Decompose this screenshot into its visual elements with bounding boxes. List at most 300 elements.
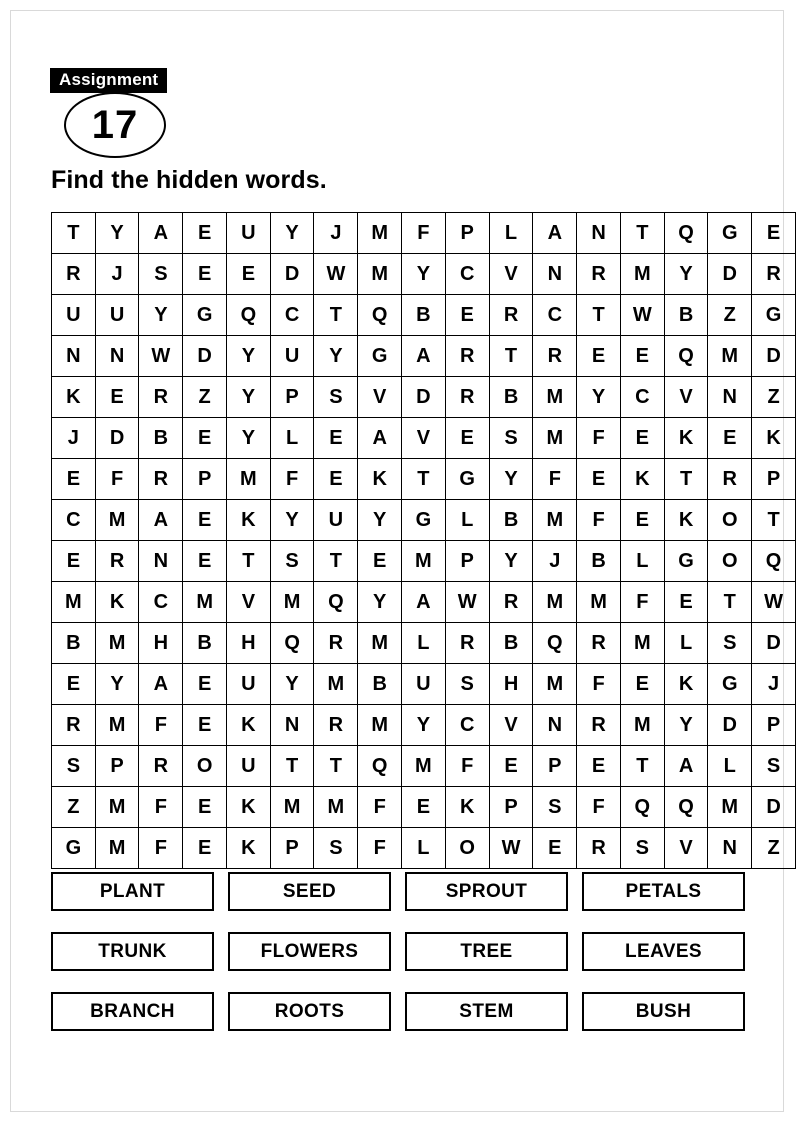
grid-cell[interactable]: E: [183, 705, 227, 746]
grid-cell[interactable]: J: [95, 254, 139, 295]
grid-cell[interactable]: V: [664, 377, 708, 418]
grid-row: [52, 828, 796, 869]
grid-cell[interactable]: S: [489, 418, 533, 459]
grid-cell[interactable]: Q: [664, 787, 708, 828]
grid-cell[interactable]: S: [139, 254, 183, 295]
grid-cell[interactable]: G: [445, 459, 489, 500]
grid-cell[interactable]: C: [139, 582, 183, 623]
grid-cell[interactable]: S: [314, 377, 358, 418]
grid-cell[interactable]: L: [664, 623, 708, 664]
grid-cell[interactable]: P: [445, 213, 489, 254]
grid-cell[interactable]: M: [620, 254, 664, 295]
grid-cell[interactable]: R: [577, 705, 621, 746]
grid-cell[interactable]: V: [227, 582, 271, 623]
instruction-text: Find the hidden words.: [51, 166, 327, 194]
grid-cell[interactable]: E: [183, 418, 227, 459]
grid-row: [52, 500, 796, 541]
grid-cell[interactable]: K: [227, 787, 271, 828]
grid-cell[interactable]: L: [708, 746, 752, 787]
grid-cell[interactable]: E: [52, 541, 96, 582]
grid-cell[interactable]: Q: [664, 213, 708, 254]
grid-cell[interactable]: P: [270, 828, 314, 869]
grid-cell[interactable]: M: [533, 418, 577, 459]
grid-cell[interactable]: E: [664, 582, 708, 623]
grid-cell[interactable]: M: [95, 500, 139, 541]
grid-cell[interactable]: L: [402, 828, 446, 869]
grid-cell[interactable]: S: [445, 664, 489, 705]
grid-cell[interactable]: E: [95, 377, 139, 418]
grid-cell[interactable]: E: [183, 828, 227, 869]
grid-cell[interactable]: B: [52, 623, 96, 664]
grid-cell[interactable]: R: [52, 254, 96, 295]
grid-cell[interactable]: Y: [489, 459, 533, 500]
grid-cell[interactable]: E: [358, 541, 402, 582]
grid-cell[interactable]: K: [664, 418, 708, 459]
grid-cell[interactable]: M: [708, 787, 752, 828]
grid-cell[interactable]: F: [577, 418, 621, 459]
grid-cell[interactable]: C: [620, 377, 664, 418]
grid-cell[interactable]: D: [708, 254, 752, 295]
grid-cell[interactable]: T: [620, 746, 664, 787]
grid-cell[interactable]: Y: [489, 541, 533, 582]
grid-cell[interactable]: Y: [270, 664, 314, 705]
grid-cell[interactable]: K: [227, 500, 271, 541]
grid-cell[interactable]: G: [708, 664, 752, 705]
grid-cell[interactable]: W: [620, 295, 664, 336]
grid-cell[interactable]: F: [95, 459, 139, 500]
grid-cell[interactable]: U: [95, 295, 139, 336]
grid-cell[interactable]: G: [52, 828, 96, 869]
grid-cell[interactable]: B: [183, 623, 227, 664]
grid-cell[interactable]: T: [52, 213, 96, 254]
grid-cell[interactable]: M: [358, 623, 402, 664]
grid-cell[interactable]: S: [270, 541, 314, 582]
grid-cell[interactable]: M: [358, 213, 402, 254]
grid-cell[interactable]: Q: [358, 746, 402, 787]
grid-cell[interactable]: M: [95, 828, 139, 869]
grid-cell[interactable]: E: [577, 336, 621, 377]
grid-cell[interactable]: U: [270, 336, 314, 377]
grid-cell[interactable]: E: [183, 254, 227, 295]
grid-cell[interactable]: J: [533, 541, 577, 582]
grid-cell[interactable]: S: [52, 746, 96, 787]
grid-cell[interactable]: H: [139, 623, 183, 664]
grid-cell[interactable]: M: [533, 377, 577, 418]
grid-cell[interactable]: E: [402, 787, 446, 828]
grid-cell[interactable]: U: [314, 500, 358, 541]
grid-cell[interactable]: Y: [95, 213, 139, 254]
grid-cell[interactable]: N: [52, 336, 96, 377]
grid-cell[interactable]: Q: [664, 336, 708, 377]
grid-cell[interactable]: R: [314, 623, 358, 664]
grid-cell[interactable]: W: [445, 582, 489, 623]
grid-cell[interactable]: M: [95, 787, 139, 828]
grid-cell[interactable]: J: [314, 213, 358, 254]
grid-cell[interactable]: R: [139, 746, 183, 787]
grid-cell[interactable]: Q: [227, 295, 271, 336]
grid-cell[interactable]: A: [139, 664, 183, 705]
grid-cell[interactable]: M: [533, 582, 577, 623]
grid-cell[interactable]: P: [445, 541, 489, 582]
grid-cell[interactable]: D: [402, 377, 446, 418]
grid-cell[interactable]: R: [489, 295, 533, 336]
word-bank-item[interactable]: PETALS: [582, 872, 745, 911]
grid-cell[interactable]: N: [270, 705, 314, 746]
grid-cell[interactable]: E: [752, 213, 796, 254]
word-bank-item[interactable]: SEED: [228, 872, 391, 911]
grid-cell[interactable]: Z: [183, 377, 227, 418]
grid-cell[interactable]: Y: [358, 500, 402, 541]
grid-cell[interactable]: N: [533, 254, 577, 295]
grid-cell[interactable]: G: [183, 295, 227, 336]
grid-cell[interactable]: E: [577, 746, 621, 787]
grid-cell[interactable]: N: [577, 213, 621, 254]
grid-cell[interactable]: V: [664, 828, 708, 869]
word-bank-row: [51, 992, 745, 1031]
grid-cell[interactable]: V: [489, 254, 533, 295]
grid-cell[interactable]: K: [620, 459, 664, 500]
word-bank-item[interactable]: FLOWERS: [228, 932, 391, 971]
grid-cell[interactable]: O: [708, 500, 752, 541]
grid-cell[interactable]: E: [620, 336, 664, 377]
grid-cell[interactable]: Y: [270, 500, 314, 541]
grid-cell[interactable]: Y: [664, 254, 708, 295]
grid-cell[interactable]: F: [577, 500, 621, 541]
grid-cell[interactable]: E: [445, 295, 489, 336]
grid-cell[interactable]: Z: [52, 787, 96, 828]
grid-cell[interactable]: F: [139, 787, 183, 828]
grid-cell[interactable]: R: [752, 254, 796, 295]
grid-cell[interactable]: N: [708, 828, 752, 869]
grid-cell[interactable]: Y: [95, 664, 139, 705]
grid-cell[interactable]: B: [489, 500, 533, 541]
grid-cell[interactable]: L: [445, 500, 489, 541]
grid-cell[interactable]: M: [620, 705, 664, 746]
word-bank-item[interactable]: PLANT: [51, 872, 214, 911]
grid-cell[interactable]: S: [708, 623, 752, 664]
grid-cell[interactable]: M: [533, 500, 577, 541]
grid-cell[interactable]: F: [445, 746, 489, 787]
word-bank-item[interactable]: BUSH: [582, 992, 745, 1031]
grid-cell[interactable]: L: [489, 213, 533, 254]
grid-cell[interactable]: N: [533, 705, 577, 746]
grid-cell[interactable]: D: [752, 623, 796, 664]
grid-cell[interactable]: F: [270, 459, 314, 500]
grid-cell[interactable]: D: [95, 418, 139, 459]
grid-row: [52, 295, 796, 336]
grid-cell[interactable]: T: [402, 459, 446, 500]
grid-cell[interactable]: E: [620, 500, 664, 541]
grid-cell[interactable]: K: [95, 582, 139, 623]
grid-cell[interactable]: E: [183, 787, 227, 828]
grid-cell[interactable]: C: [52, 500, 96, 541]
grid-cell[interactable]: M: [95, 623, 139, 664]
grid-cell[interactable]: P: [183, 459, 227, 500]
word-bank-item[interactable]: SPROUT: [405, 872, 568, 911]
grid-cell[interactable]: G: [358, 336, 402, 377]
grid-cell[interactable]: K: [227, 828, 271, 869]
grid-cell[interactable]: A: [358, 418, 402, 459]
grid-cell[interactable]: L: [620, 541, 664, 582]
grid-cell[interactable]: T: [314, 541, 358, 582]
grid-cell[interactable]: T: [664, 459, 708, 500]
grid-cell[interactable]: W: [139, 336, 183, 377]
grid-cell[interactable]: M: [270, 582, 314, 623]
grid-cell[interactable]: E: [708, 418, 752, 459]
grid-cell[interactable]: M: [314, 664, 358, 705]
grid-cell[interactable]: M: [708, 336, 752, 377]
grid-cell[interactable]: V: [489, 705, 533, 746]
grid-cell[interactable]: P: [489, 787, 533, 828]
grid-cell[interactable]: Y: [664, 705, 708, 746]
grid-cell[interactable]: Q: [533, 623, 577, 664]
grid-cell[interactable]: E: [227, 254, 271, 295]
grid-cell[interactable]: Q: [620, 787, 664, 828]
grid-cell[interactable]: M: [358, 254, 402, 295]
grid-cell[interactable]: Y: [227, 336, 271, 377]
grid-cell[interactable]: Q: [358, 295, 402, 336]
grid-cell[interactable]: B: [358, 664, 402, 705]
grid-cell[interactable]: Y: [314, 336, 358, 377]
word-bank-item[interactable]: STEM: [405, 992, 568, 1031]
word-search-grid[interactable]: [51, 212, 796, 869]
grid-cell[interactable]: R: [489, 582, 533, 623]
grid-cell[interactable]: R: [445, 623, 489, 664]
grid-cell[interactable]: C: [445, 254, 489, 295]
grid-cell[interactable]: L: [270, 418, 314, 459]
grid-cell[interactable]: C: [533, 295, 577, 336]
grid-cell[interactable]: E: [52, 459, 96, 500]
grid-cell[interactable]: M: [577, 582, 621, 623]
grid-cell[interactable]: P: [533, 746, 577, 787]
grid-cell[interactable]: R: [445, 377, 489, 418]
grid-cell[interactable]: M: [183, 582, 227, 623]
grid-cell[interactable]: Q: [314, 582, 358, 623]
grid-cell[interactable]: J: [752, 664, 796, 705]
grid-cell[interactable]: R: [445, 336, 489, 377]
grid-cell[interactable]: C: [270, 295, 314, 336]
grid-cell[interactable]: R: [577, 623, 621, 664]
grid-row: [52, 459, 796, 500]
grid-cell[interactable]: S: [620, 828, 664, 869]
grid-cell[interactable]: F: [533, 459, 577, 500]
grid-cell[interactable]: H: [489, 664, 533, 705]
grid-cell[interactable]: K: [52, 377, 96, 418]
grid-cell[interactable]: R: [577, 254, 621, 295]
grid-cell[interactable]: R: [708, 459, 752, 500]
grid-cell[interactable]: Q: [752, 541, 796, 582]
grid-cell[interactable]: F: [402, 213, 446, 254]
grid-cell[interactable]: P: [752, 459, 796, 500]
grid-cell[interactable]: M: [402, 541, 446, 582]
word-bank: [51, 872, 745, 1052]
grid-cell[interactable]: E: [183, 500, 227, 541]
grid-cell[interactable]: E: [183, 664, 227, 705]
grid-cell[interactable]: M: [402, 746, 446, 787]
grid-cell[interactable]: T: [708, 582, 752, 623]
grid-cell[interactable]: M: [314, 787, 358, 828]
grid-cell[interactable]: K: [664, 500, 708, 541]
grid-cell[interactable]: C: [445, 705, 489, 746]
grid-cell[interactable]: R: [314, 705, 358, 746]
grid-cell[interactable]: Z: [752, 377, 796, 418]
grid-row: [52, 705, 796, 746]
grid-cell[interactable]: B: [577, 541, 621, 582]
grid-cell[interactable]: A: [664, 746, 708, 787]
grid-cell[interactable]: E: [533, 828, 577, 869]
grid-cell[interactable]: E: [314, 418, 358, 459]
grid-cell[interactable]: M: [227, 459, 271, 500]
word-bank-item[interactable]: TRUNK: [51, 932, 214, 971]
grid-cell[interactable]: J: [52, 418, 96, 459]
grid-cell[interactable]: F: [577, 787, 621, 828]
grid-cell[interactable]: E: [489, 746, 533, 787]
grid-cell[interactable]: Y: [227, 418, 271, 459]
grid-cell[interactable]: K: [358, 459, 402, 500]
grid-cell[interactable]: Y: [402, 254, 446, 295]
grid-cell[interactable]: A: [402, 582, 446, 623]
grid-cell[interactable]: B: [489, 377, 533, 418]
grid-cell[interactable]: Z: [752, 828, 796, 869]
grid-cell[interactable]: M: [533, 664, 577, 705]
grid-cell[interactable]: A: [533, 213, 577, 254]
grid-cell[interactable]: E: [183, 541, 227, 582]
grid-cell[interactable]: Q: [270, 623, 314, 664]
grid-cell[interactable]: M: [358, 705, 402, 746]
grid-cell[interactable]: G: [708, 213, 752, 254]
grid-cell[interactable]: O: [708, 541, 752, 582]
grid-cell[interactable]: D: [270, 254, 314, 295]
grid-cell[interactable]: N: [139, 541, 183, 582]
grid-cell[interactable]: M: [270, 787, 314, 828]
grid-cell[interactable]: F: [577, 664, 621, 705]
grid-row: [52, 582, 796, 623]
grid-cell[interactable]: F: [139, 828, 183, 869]
grid-cell[interactable]: B: [664, 295, 708, 336]
grid-cell[interactable]: H: [227, 623, 271, 664]
grid-cell[interactable]: T: [577, 295, 621, 336]
grid-cell[interactable]: A: [139, 500, 183, 541]
grid-cell[interactable]: F: [358, 787, 402, 828]
grid-cell[interactable]: M: [95, 705, 139, 746]
grid-cell[interactable]: Y: [139, 295, 183, 336]
grid-cell[interactable]: T: [752, 500, 796, 541]
grid-cell[interactable]: E: [577, 459, 621, 500]
grid-cell[interactable]: S: [533, 787, 577, 828]
grid-cell[interactable]: R: [139, 377, 183, 418]
grid-cell[interactable]: A: [402, 336, 446, 377]
grid-cell[interactable]: T: [227, 541, 271, 582]
grid-cell[interactable]: R: [139, 459, 183, 500]
grid-cell[interactable]: U: [227, 213, 271, 254]
grid-cell[interactable]: S: [752, 746, 796, 787]
grid-cell[interactable]: E: [620, 664, 664, 705]
grid-cell[interactable]: R: [95, 541, 139, 582]
grid-cell[interactable]: D: [183, 336, 227, 377]
grid-cell[interactable]: P: [270, 377, 314, 418]
letter-grid-table[interactable]: [51, 212, 796, 869]
grid-cell[interactable]: Y: [270, 213, 314, 254]
grid-cell[interactable]: W: [752, 582, 796, 623]
grid-cell[interactable]: T: [489, 336, 533, 377]
grid-cell[interactable]: R: [577, 828, 621, 869]
grid-cell[interactable]: D: [708, 705, 752, 746]
grid-cell[interactable]: K: [445, 787, 489, 828]
grid-cell[interactable]: B: [489, 623, 533, 664]
grid-cell[interactable]: B: [402, 295, 446, 336]
grid-cell[interactable]: Y: [227, 377, 271, 418]
grid-cell[interactable]: E: [314, 459, 358, 500]
grid-cell[interactable]: W: [489, 828, 533, 869]
grid-cell[interactable]: A: [139, 213, 183, 254]
grid-row: [52, 213, 796, 254]
grid-cell[interactable]: Y: [358, 582, 402, 623]
grid-cell[interactable]: E: [620, 418, 664, 459]
grid-cell[interactable]: T: [270, 746, 314, 787]
grid-cell[interactable]: R: [52, 705, 96, 746]
grid-cell[interactable]: K: [664, 664, 708, 705]
grid-row: [52, 336, 796, 377]
word-bank-item[interactable]: ROOTS: [228, 992, 391, 1031]
grid-cell[interactable]: U: [52, 295, 96, 336]
grid-cell[interactable]: N: [95, 336, 139, 377]
grid-cell[interactable]: G: [752, 295, 796, 336]
grid-cell[interactable]: N: [708, 377, 752, 418]
grid-cell[interactable]: D: [752, 787, 796, 828]
grid-cell[interactable]: O: [183, 746, 227, 787]
word-bank-item[interactable]: BRANCH: [51, 992, 214, 1031]
grid-row: [52, 787, 796, 828]
grid-cell[interactable]: Y: [402, 705, 446, 746]
grid-cell[interactable]: T: [314, 295, 358, 336]
grid-cell[interactable]: P: [752, 705, 796, 746]
grid-cell[interactable]: M: [620, 623, 664, 664]
grid-cell[interactable]: F: [139, 705, 183, 746]
grid-cell[interactable]: R: [533, 336, 577, 377]
grid-cell[interactable]: E: [445, 418, 489, 459]
grid-cell[interactable]: V: [358, 377, 402, 418]
grid-cell[interactable]: G: [402, 500, 446, 541]
grid-cell[interactable]: F: [358, 828, 402, 869]
grid-cell[interactable]: K: [227, 705, 271, 746]
grid-cell[interactable]: W: [314, 254, 358, 295]
grid-cell[interactable]: F: [620, 582, 664, 623]
grid-cell[interactable]: U: [227, 664, 271, 705]
grid-cell[interactable]: D: [752, 336, 796, 377]
grid-cell[interactable]: Z: [708, 295, 752, 336]
grid-row: [52, 377, 796, 418]
grid-cell[interactable]: B: [139, 418, 183, 459]
word-bank-item[interactable]: TREE: [405, 932, 568, 971]
grid-row: [52, 746, 796, 787]
grid-cell[interactable]: M: [52, 582, 96, 623]
grid-cell[interactable]: U: [227, 746, 271, 787]
grid-cell[interactable]: V: [402, 418, 446, 459]
grid-cell[interactable]: G: [664, 541, 708, 582]
grid-cell[interactable]: O: [445, 828, 489, 869]
grid-cell[interactable]: Y: [577, 377, 621, 418]
grid-cell[interactable]: K: [752, 418, 796, 459]
grid-cell[interactable]: E: [183, 213, 227, 254]
grid-cell[interactable]: U: [402, 664, 446, 705]
grid-cell[interactable]: L: [402, 623, 446, 664]
grid-cell[interactable]: S: [314, 828, 358, 869]
grid-cell[interactable]: E: [52, 664, 96, 705]
grid-cell[interactable]: T: [314, 746, 358, 787]
grid-cell[interactable]: P: [95, 746, 139, 787]
word-bank-item[interactable]: LEAVES: [582, 932, 745, 971]
grid-cell[interactable]: T: [620, 213, 664, 254]
